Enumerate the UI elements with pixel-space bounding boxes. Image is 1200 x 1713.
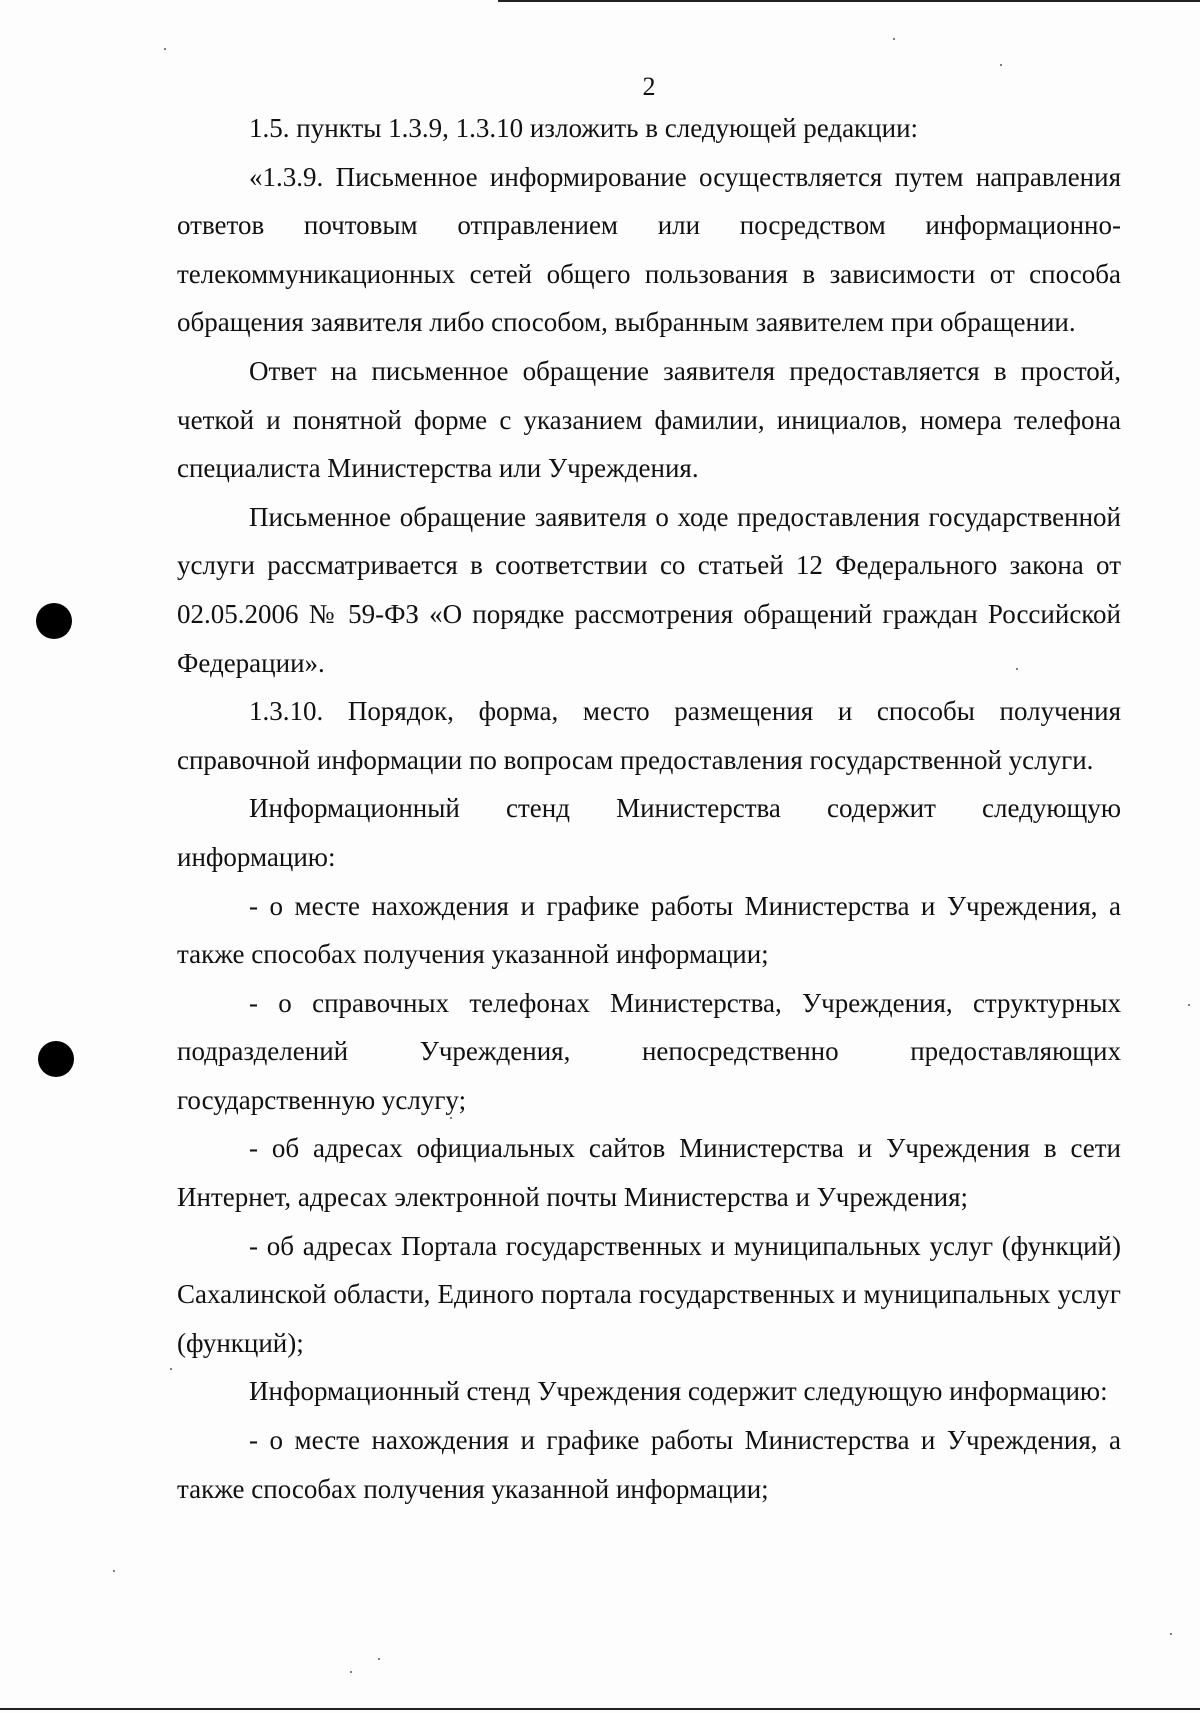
list-item-location-schedule-2: - о месте нахождения и графике работы Министерства и Учреждения, а также способах получения указанной информации;: [177, 1425, 1121, 1504]
list-item-phones: - о справочных телефонах Министерства, Учреждения, структурных подразделений Учреждения, непосредственно предоставляющих государственную услугу;: [177, 987, 1121, 1115]
list-item-websites: - об адресах официальных сайтов Министерства и Учреждения в сети Интернет, адресах электронной почты Министерства и Учреждения;: [177, 1133, 1121, 1213]
scan-speck: [170, 1368, 172, 1370]
punch-hole-bottom: [38, 1041, 74, 1077]
scan-speck: [350, 1671, 352, 1673]
paragraph-institution-stand: Информационный стенд Учреждения содержит следующую информацию:: [249, 1376, 1108, 1407]
paragraph-reference-info: 1.3.10. Порядок, форма, место размещения и способы получения справочной информации по вопросам предоставления государственной услуги.: [177, 696, 1121, 775]
punch-hole-top: [36, 603, 72, 639]
paragraph-ministry-stand: Информационный стенд Министерства содержит следующую информацию:: [177, 793, 1121, 872]
list-item-location-schedule: - о месте нахождения и графике работы Министерства и Учреждения, а также способах получения указанной информации;: [177, 890, 1121, 970]
paragraph-reply-form: Ответ на письменное обращение заявителя предоставляется в простой, четкой и понятной форме с указанием фамилии, инициалов, номера телефона специалиста Министерства или Учреждения.: [177, 355, 1121, 484]
top-scan-edge: [498, 0, 1200, 2]
page-number: 2: [642, 72, 656, 101]
scan-speck: [1188, 1004, 1190, 1006]
list-item-portals: - об адресах Портала государственных и муниципальных услуг (функций) Сахалинской области, Единого портала государственных и муниципальных услуг (функций);: [177, 1230, 1121, 1358]
paragraph-written-informing: «1.3.9. Письменное информирование осуществляется путем направления ответов почтовым отправлением или посредством информационно-телекоммуникационных сетей общего пользования в зависимости от способа обращения заявителя либо способом, выбранным заявителем при обращении.: [177, 161, 1121, 338]
scan-speck: [1000, 64, 1002, 66]
paragraph-written-appeal: Письменное обращение заявителя о ходе предоставления государственной услуги рассматривается в соответствии со статьей 12 Федерального закона от 02.05.2006 № 59-ФЗ «О порядке рассмотрения обращений граждан Российской Федерации».: [177, 501, 1121, 678]
scan-speck: [893, 38, 895, 40]
document-body: [177, 70, 1121, 1513]
bottom-scan-edge: [0, 1708, 1200, 1710]
scan-speck: [378, 1658, 380, 1660]
scan-speck: [164, 48, 166, 50]
scan-speck: [113, 1570, 115, 1572]
paragraph-amendment-intro: 1.5. пункты 1.3.9, 1.3.10 изложить в следующей редакции:: [249, 113, 919, 143]
scan-speck: [1170, 1633, 1172, 1635]
